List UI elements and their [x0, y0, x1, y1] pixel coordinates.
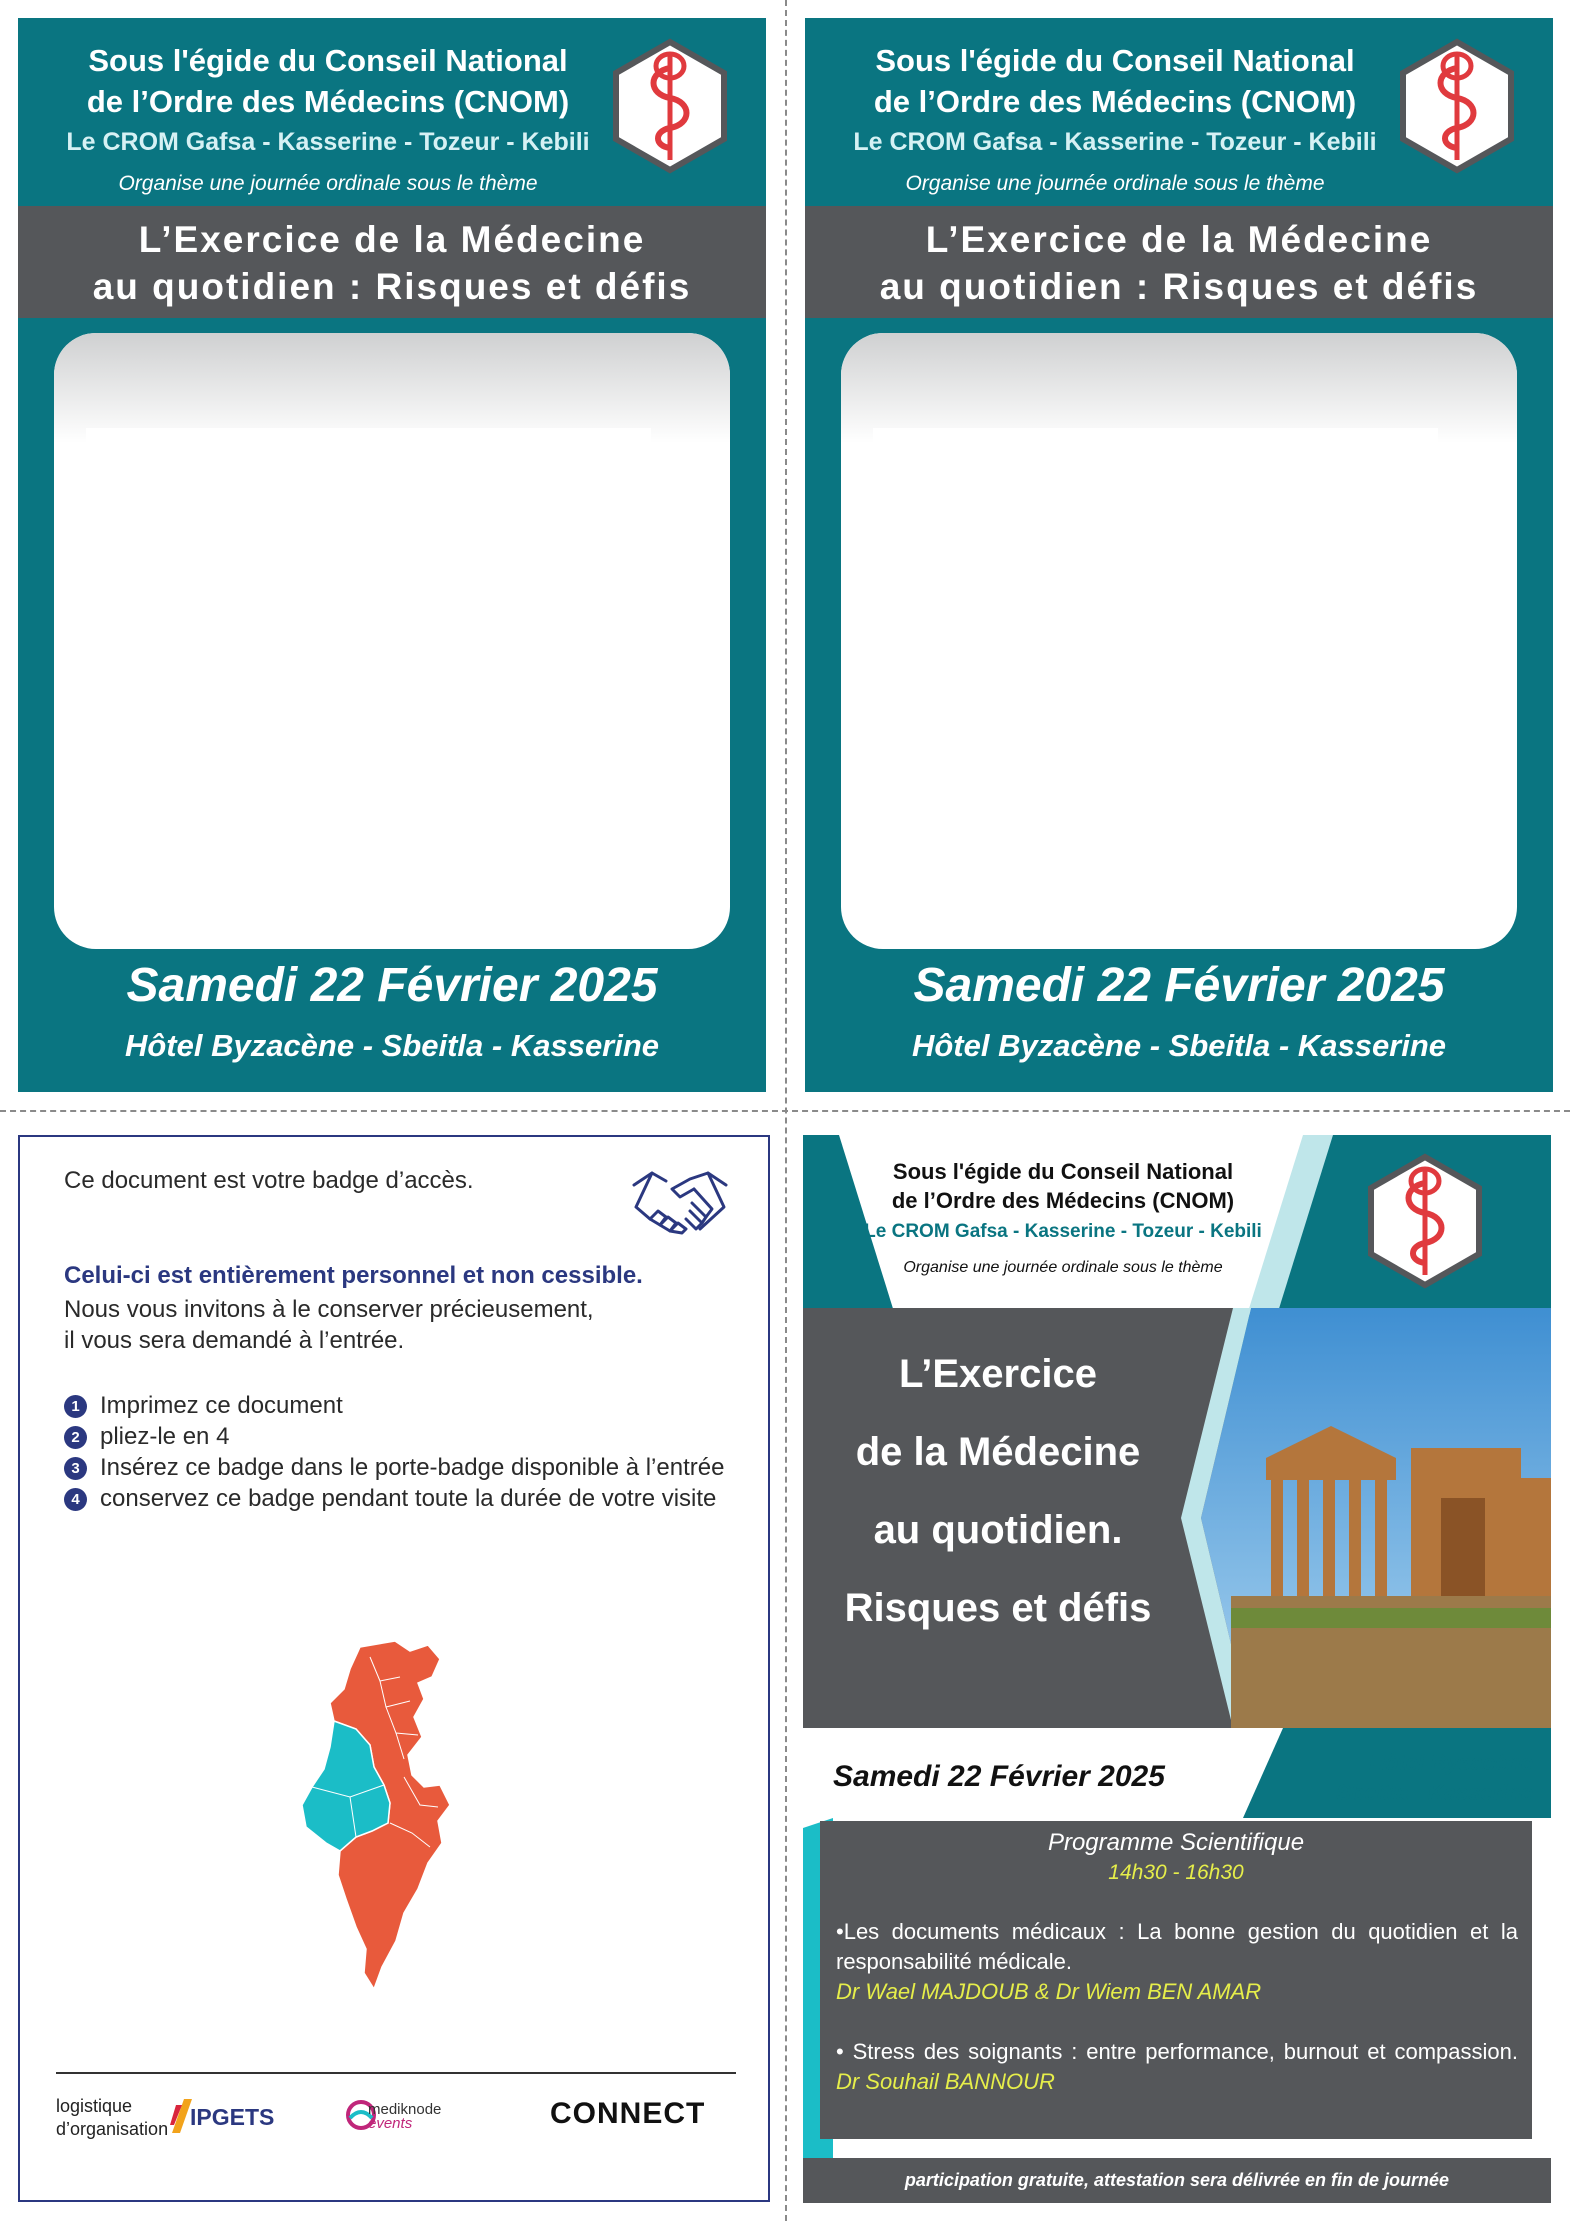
theme-band — [805, 206, 1553, 318]
personal-notice: Celui-ci est entièrement personnel et non cessible. — [64, 1262, 643, 1289]
event-flyer — [803, 1135, 1551, 2203]
caduceus-hexagon-icon — [1397, 38, 1517, 174]
step-number: 1 — [64, 1395, 87, 1418]
name-area — [873, 428, 1438, 476]
programme-title: Programme Scientifique — [1047, 1829, 1305, 1856]
flyer-title — [803, 1335, 1193, 1647]
step-text: pliez-le en 4 — [100, 1423, 230, 1450]
ipgets-logo-mark — [170, 2099, 192, 2133]
programme-item — [836, 1917, 1518, 2007]
logistique-line2: d’organisation — [56, 2119, 169, 2139]
theme-band — [18, 206, 766, 318]
item-speakers: Dr Souhail BANNOUR — [836, 2069, 1055, 2094]
item-text: •Les documents médicaux : La bonne gestion du quotidien et la responsabilité médicale. — [836, 1919, 1518, 1974]
photo-frame — [841, 333, 1517, 949]
title-line4: Risques et défis — [844, 1586, 1152, 1630]
list-item — [64, 1452, 744, 1483]
theme-line2: au quotidien : Risques et défis — [879, 266, 1479, 307]
intro-text: Ce document est votre badge d’accès. — [64, 1167, 474, 1194]
org-line1: Sous l'égide du Conseil National — [875, 43, 1355, 78]
frame-shadow — [841, 333, 1517, 443]
keep-line1: Nous vous invitons à le conserver précieusement, — [64, 1296, 594, 1323]
title-line3: au quotidien. — [873, 1508, 1123, 1552]
sponsor-ipgets: IPGETS — [190, 2104, 275, 2130]
title-line1: L’Exercice — [899, 1352, 1097, 1396]
step-text: conservez ce badge pendant toute la durée de votre visite — [100, 1485, 717, 1512]
sponsor-mediknode — [368, 2103, 441, 2131]
item-text: • Stress des soignants : entre performance, burnout et compassion. — [836, 2039, 1518, 2064]
keep-line2: il vous sera demandé à l’entrée. — [64, 1327, 405, 1354]
event-date: Samedi 22 Février 2025 — [913, 959, 1445, 1012]
step-number: 4 — [64, 1488, 87, 1511]
flyer-footer: participation gratuite, attestation sera délivrée en fin de journée — [803, 2158, 1551, 2203]
fold-line-horizontal — [0, 1110, 1570, 1112]
caduceus-hexagon-icon — [1365, 1153, 1485, 1289]
organizer-header — [48, 40, 608, 196]
badge-instructions — [18, 1135, 770, 2202]
title-line2: de la Médecine — [855, 1430, 1141, 1474]
programme-box — [820, 1821, 1532, 2139]
steps-list — [64, 1390, 744, 1514]
organise-line: Organise une journée ordinale sous le thème — [903, 1259, 1223, 1276]
organise-line: Organise une journée ordinale sous le thème — [118, 172, 538, 195]
crom-line: Le CROM Gafsa - Kasserine - Tozeur - Kebili — [864, 1221, 1262, 1242]
venue-line2: Sbeitla - Kasserine — [1336, 1780, 1533, 1805]
tunisia-map — [300, 1637, 500, 1997]
org-line2: de l’Ordre des Médecins (CNOM) — [891, 1188, 1235, 1213]
frame-shadow — [54, 333, 730, 443]
photo-frame — [54, 333, 730, 949]
organizer-header — [835, 40, 1395, 196]
crom-line: Le CROM Gafsa - Kasserine - Tozeur - Kebili — [853, 128, 1377, 156]
org-line2: de l’Ordre des Médecins (CNOM) — [873, 84, 1357, 119]
org-line1: Sous l'égide du Conseil National — [88, 43, 568, 78]
org-line2: de l’Ordre des Médecins (CNOM) — [86, 84, 570, 119]
organise-line: Organise une journée ordinale sous le thème — [905, 172, 1325, 195]
event-venue: Hôtel Byzacène - Sbeitla - Kasserine — [124, 1028, 660, 1063]
theme-line1: L’Exercice de la Médecine — [138, 219, 646, 260]
list-item — [64, 1483, 744, 1514]
step-text: Imprimez ce document — [100, 1392, 343, 1419]
event-date: Samedi 22 Février 2025 — [833, 1760, 1165, 1793]
programme-time: 14h30 - 16h30 — [1108, 1861, 1244, 1884]
theme-line2: au quotidien : Risques et défis — [92, 266, 692, 307]
list-item — [64, 1390, 744, 1421]
logistique-line1: logistique — [56, 2096, 133, 2116]
caduceus-hexagon-icon — [610, 38, 730, 174]
step-number: 2 — [64, 1426, 87, 1449]
sponsor-connect: CONNECT — [550, 2097, 706, 2130]
mediknode-sub: events — [368, 2115, 413, 2132]
org-line1: Sous l'égide du Conseil National — [892, 1159, 1234, 1184]
theme-line1: L’Exercice de la Médecine — [925, 219, 1433, 260]
handshake-icon — [632, 1167, 728, 1237]
crom-line: Le CROM Gafsa - Kasserine - Tozeur - Kebili — [66, 128, 590, 156]
programme-item — [836, 2037, 1518, 2097]
event-date: Samedi 22 Février 2025 — [126, 959, 658, 1012]
name-area — [86, 428, 651, 476]
badge-front-right — [805, 18, 1553, 1092]
list-item — [64, 1421, 744, 1452]
logistics-label — [56, 2095, 168, 2141]
venue-line1: Hôtel Bysacène — [1369, 1750, 1533, 1775]
divider — [56, 2072, 736, 2074]
organizer-header — [863, 1157, 1263, 1277]
event-venue — [1303, 1748, 1533, 1808]
badge-front-left — [18, 18, 766, 1092]
keep-notice — [64, 1294, 724, 1356]
step-number: 3 — [64, 1457, 87, 1480]
mediknode-name: mediknode — [368, 2101, 442, 2118]
ruins-photo — [1171, 1308, 1551, 1728]
step-text: Insérez ce badge dans le porte-badge disponible à l’entrée — [100, 1454, 725, 1481]
event-venue: Hôtel Byzacène - Sbeitla - Kasserine — [911, 1028, 1447, 1063]
item-speakers: Dr Wael MAJDOUB & Dr Wiem BEN AMAR — [836, 1979, 1262, 2004]
